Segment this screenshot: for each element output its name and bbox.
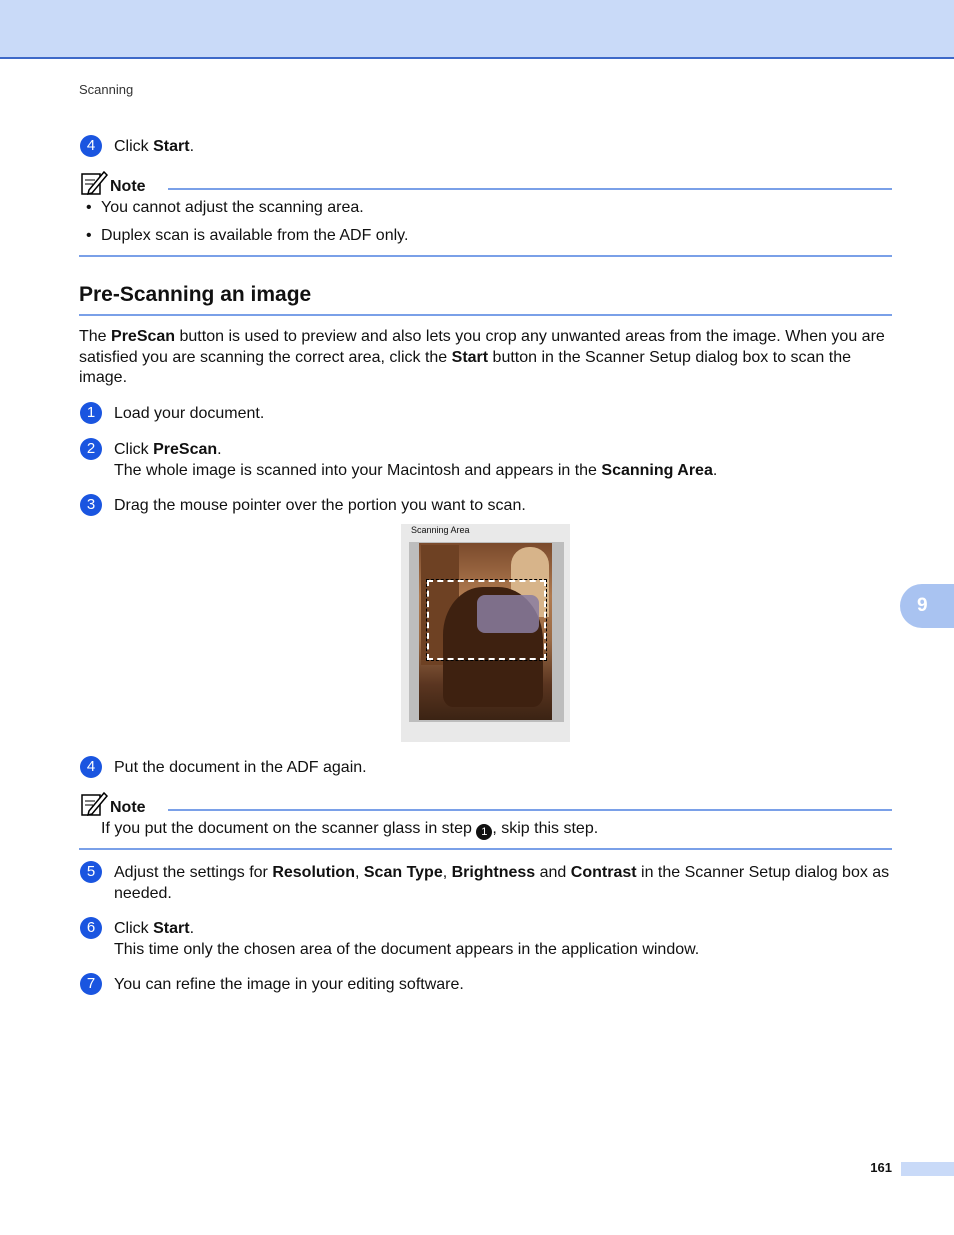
note-divider bbox=[168, 188, 892, 190]
step-text: Click PreScan. The whole image is scanned into your Macintosh and appears in the Scanning Area. bbox=[114, 441, 718, 479]
step-number: 1 bbox=[80, 402, 102, 424]
note-label: Note bbox=[110, 799, 146, 816]
section-title: Pre-Scanning an image bbox=[79, 283, 312, 306]
note-bullet: You cannot adjust the scanning area. bbox=[101, 199, 364, 216]
step-text: Load your document. bbox=[114, 405, 265, 422]
selection-marquee[interactable] bbox=[427, 580, 546, 660]
note-bullet: Duplex scan is available from the ADF only. bbox=[101, 227, 409, 244]
note-divider bbox=[168, 809, 892, 811]
step-number: 2 bbox=[80, 438, 102, 460]
section-rule bbox=[79, 314, 892, 316]
step-text: Click Start. This time only the chosen area of the document appears in the application window. bbox=[114, 920, 700, 958]
step-number: 6 bbox=[80, 917, 102, 939]
step-number: 4 bbox=[80, 135, 102, 157]
note-end-rule bbox=[79, 848, 892, 850]
note-text: If you put the document on the scanner glass in step 1 , skip this step. bbox=[101, 820, 599, 838]
step-text: Click Start. bbox=[114, 138, 195, 155]
step-ref-icon: 1 bbox=[476, 824, 492, 840]
step-number: 5 bbox=[80, 861, 102, 883]
note-header bbox=[80, 170, 146, 196]
step-number: 4 bbox=[80, 756, 102, 778]
chapter-tab: 9 bbox=[900, 584, 954, 628]
header-band bbox=[0, 0, 954, 59]
scanning-area-screenshot bbox=[401, 524, 570, 742]
intro-paragraph: The PreScan button is used to preview and also lets you crop any unwanted areas from the image. When you are satisfied you are scanning the correct area, click the Start button in the Scanner Setup dialog box to scan the image. bbox=[79, 328, 885, 386]
step-number: 7 bbox=[80, 973, 102, 995]
note-pencil-icon bbox=[80, 170, 108, 196]
step-text: You can refine the image in your editing software. bbox=[114, 976, 464, 993]
bullet-icon: • bbox=[86, 227, 92, 244]
note-pencil-icon bbox=[80, 791, 108, 817]
note-header bbox=[80, 791, 146, 817]
breadcrumb: Scanning bbox=[79, 82, 134, 97]
step-text: Drag the mouse pointer over the portion you want to scan. bbox=[114, 497, 526, 514]
step-text: Adjust the settings for Resolution, Scan Type, Brightness and Contrast in the Scanner Setup dialog box as needed. bbox=[114, 864, 890, 902]
note-label: Note bbox=[110, 178, 146, 195]
bullet-icon: • bbox=[86, 199, 92, 216]
page-number: 161 bbox=[870, 1160, 892, 1175]
scanning-area-title: Scanning Area bbox=[411, 525, 470, 535]
note-end-rule bbox=[79, 255, 892, 257]
page-number-bar bbox=[901, 1162, 954, 1176]
step-text: Put the document in the ADF again. bbox=[114, 759, 367, 776]
step-number: 3 bbox=[80, 494, 102, 516]
preview-frame bbox=[409, 542, 564, 722]
